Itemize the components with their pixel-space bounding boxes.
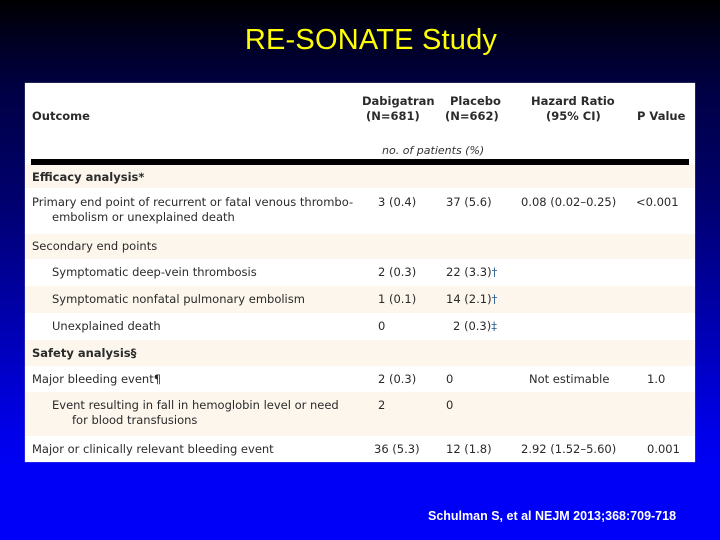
placebo-value (446, 265, 497, 279)
footnote-double-dagger: ‡ (491, 319, 497, 333)
table-row-dvt (25, 259, 695, 286)
dabigatran-value: 2 (0.3) (378, 265, 417, 279)
header-ci: (95% CI) (546, 109, 601, 123)
dabigatran-value: 1 (0.1) (378, 292, 417, 306)
outcome-label: Symptomatic nonfatal pulmonary embolism (52, 292, 305, 306)
dabigatran-value: 36 (5.3) (374, 442, 420, 456)
dabigatran-value: 0 (378, 319, 386, 333)
results-table-panel (25, 83, 695, 462)
slide-title: RE-SONATE Study (244, 24, 498, 56)
header-hazard-ratio: Hazard Ratio (531, 94, 615, 108)
table-row-hemoglobin-fall (25, 392, 695, 436)
placebo-value (446, 292, 497, 306)
outcome-label: Event resulting in fall in hemoglobin level or need (52, 398, 339, 412)
table-row-safety-section (25, 340, 695, 366)
header-dabigatran: Dabigatran (362, 94, 435, 108)
placebo-value: 12 (1.8) (446, 442, 492, 456)
table-row-efficacy-section (25, 165, 695, 188)
placebo-number: 22 (3.3) (446, 265, 492, 279)
p-value: 0.001 (647, 442, 680, 456)
outcome-label-cont: for blood transfusions (72, 413, 198, 427)
citation: Schulman S, et al NEJM 2013;368:709-718 (428, 509, 677, 523)
table-row-major-or-crnm-bleeding (25, 436, 695, 462)
header-p-value: P Value (637, 109, 686, 123)
hr-value: 0.08 (0.02–0.25) (521, 195, 617, 209)
placebo-value (453, 319, 497, 333)
header-dabigatran-n: (N=681) (366, 109, 420, 123)
header-outcome: Outcome (32, 109, 90, 123)
outcome-label: Major or clinically relevant bleeding event (32, 442, 274, 456)
footnote-dagger: † (491, 292, 498, 306)
table-row-major-bleeding (25, 366, 695, 392)
placebo-value: 0 (446, 372, 454, 386)
header-subheader: no. of patients (%) (382, 144, 485, 157)
outcome-label: Unexplained death (52, 319, 161, 333)
outcome-label: Primary end point of recurrent or fatal venous thrombo- (32, 195, 354, 209)
p-value: <0.001 (636, 195, 679, 209)
table-row-unexplained-death (25, 313, 695, 340)
table-row-primary-endpoint (25, 188, 695, 234)
hr-value: Not estimable (529, 372, 610, 386)
outcome-label: Major bleeding event¶ (32, 372, 162, 386)
dabigatran-value: 3 (0.4) (378, 195, 417, 209)
header-placebo-n: (N=662) (445, 109, 499, 123)
outcome-label: Secondary end points (32, 239, 158, 253)
outcome-label: Symptomatic deep-vein thrombosis (52, 265, 257, 279)
dabigatran-value: 2 (0.3) (378, 372, 417, 386)
section-label: Safety analysis§ (32, 346, 137, 360)
dabigatran-value: 2 (378, 398, 386, 412)
footnote-dagger: † (491, 265, 498, 279)
outcome-label-cont: embolism or unexplained death (52, 210, 235, 224)
placebo-number: 14 (2.1) (446, 292, 492, 306)
placebo-value: 0 (446, 398, 454, 412)
placebo-value: 37 (5.6) (446, 195, 492, 209)
header-placebo: Placebo (450, 94, 501, 108)
p-value: 1.0 (647, 372, 666, 386)
table-row-secondary-endpoints (25, 234, 695, 259)
section-label: Efficacy analysis* (32, 170, 145, 184)
placebo-number: 2 (0.3) (453, 319, 492, 333)
hr-value: 2.92 (1.52–5.60) (521, 442, 617, 456)
table-row-pe (25, 286, 695, 313)
